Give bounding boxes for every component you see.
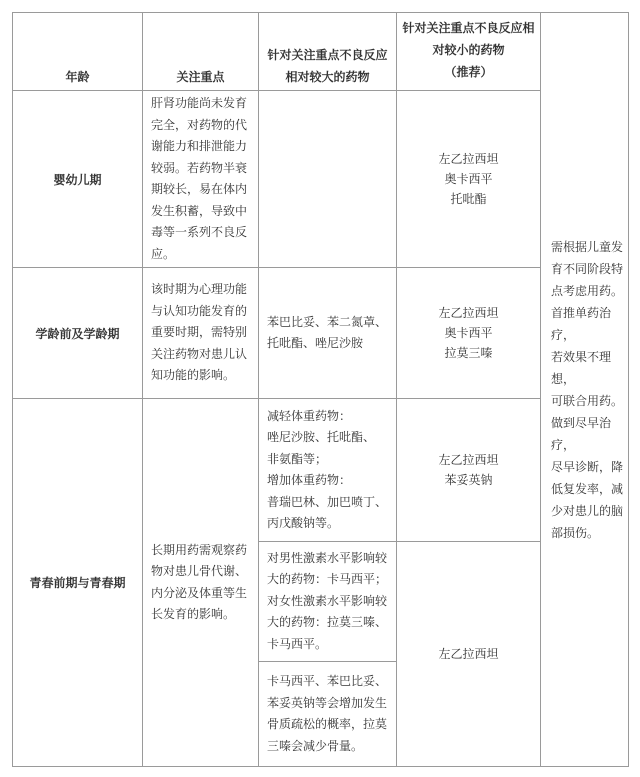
- low-risk-infant: 左乙拉西坦 奥卡西平 托吡酯: [397, 91, 541, 268]
- age-infant: 婴幼儿期: [13, 91, 143, 268]
- hormone-drugs: 对男性激素水平影响较 大的药物：卡马西平； 对女性激素水平影响较 大的药物：拉莫三嗪、 卡马西平。: [259, 542, 397, 662]
- high-risk-preschool: 苯巴比妥、苯二氮䓬、 托吡酯、唑尼沙胺: [259, 268, 397, 399]
- focus-adolescent: 长期用药需观察药 物对患儿骨代谢、 内分泌及体重等生 长发育的影响。: [143, 399, 259, 767]
- hormone-bone-recommended: 左乙拉西坦: [397, 542, 541, 767]
- header-row: [13, 13, 629, 91]
- general-note: 需根据儿童发 育不同阶段特 点考虑用药。 首推单药治疗， 若效果不理想， 可联合用药。 做到尽早治疗， 尽早诊断，降 低复发率，减 少对患儿的脑 部损伤。: [541, 13, 629, 767]
- weight-drugs: 减轻体重药物： 唑尼沙胺、托吡酯、 非氨酯等； 增加体重药物： 普瑞巴林、加巴喷丁、 丙戊酸钠等。: [259, 399, 397, 542]
- row-infant: [13, 91, 629, 268]
- header-focus: 关注重点: [143, 13, 259, 91]
- age-preschool: 学龄前及学龄期: [13, 268, 143, 399]
- focus-infant: 肝肾功能尚未发育 完全，对药物的代 谢能力和排泄能力 较弱。若药物半衰 期较长，易在体内 发生积蓄，导致中 毒等一系列不良反 应。: [143, 91, 259, 268]
- weight-recommended: 左乙拉西坦 苯妥英钠: [397, 399, 541, 542]
- age-adolescent: 青春前期与青春期: [13, 399, 143, 767]
- medication-table: [12, 12, 629, 767]
- header-low-risk-drugs: 针对关注重点不良反应相 对较小的药物 （推荐）: [397, 13, 541, 91]
- bone-drugs: 卡马西平、苯巴比妥、 苯妥英钠等会增加发生 骨质疏松的概率，拉莫 三嗪会减少骨量。: [259, 662, 397, 767]
- header-high-risk-drugs: 针对关注重点不良反应 相对较大的药物: [259, 13, 397, 91]
- low-risk-preschool: 左乙拉西坦 奥卡西平 拉莫三嗪: [397, 268, 541, 399]
- row-preschool: [13, 268, 629, 399]
- focus-preschool: 该时期为心理功能 与认知功能发育的 重要时期，需特别 关注药物对患儿认 知功能的影响。: [143, 268, 259, 399]
- row-adolescent-weight: [13, 399, 629, 542]
- header-age: 年龄: [13, 13, 143, 91]
- high-risk-infant: [259, 91, 397, 268]
